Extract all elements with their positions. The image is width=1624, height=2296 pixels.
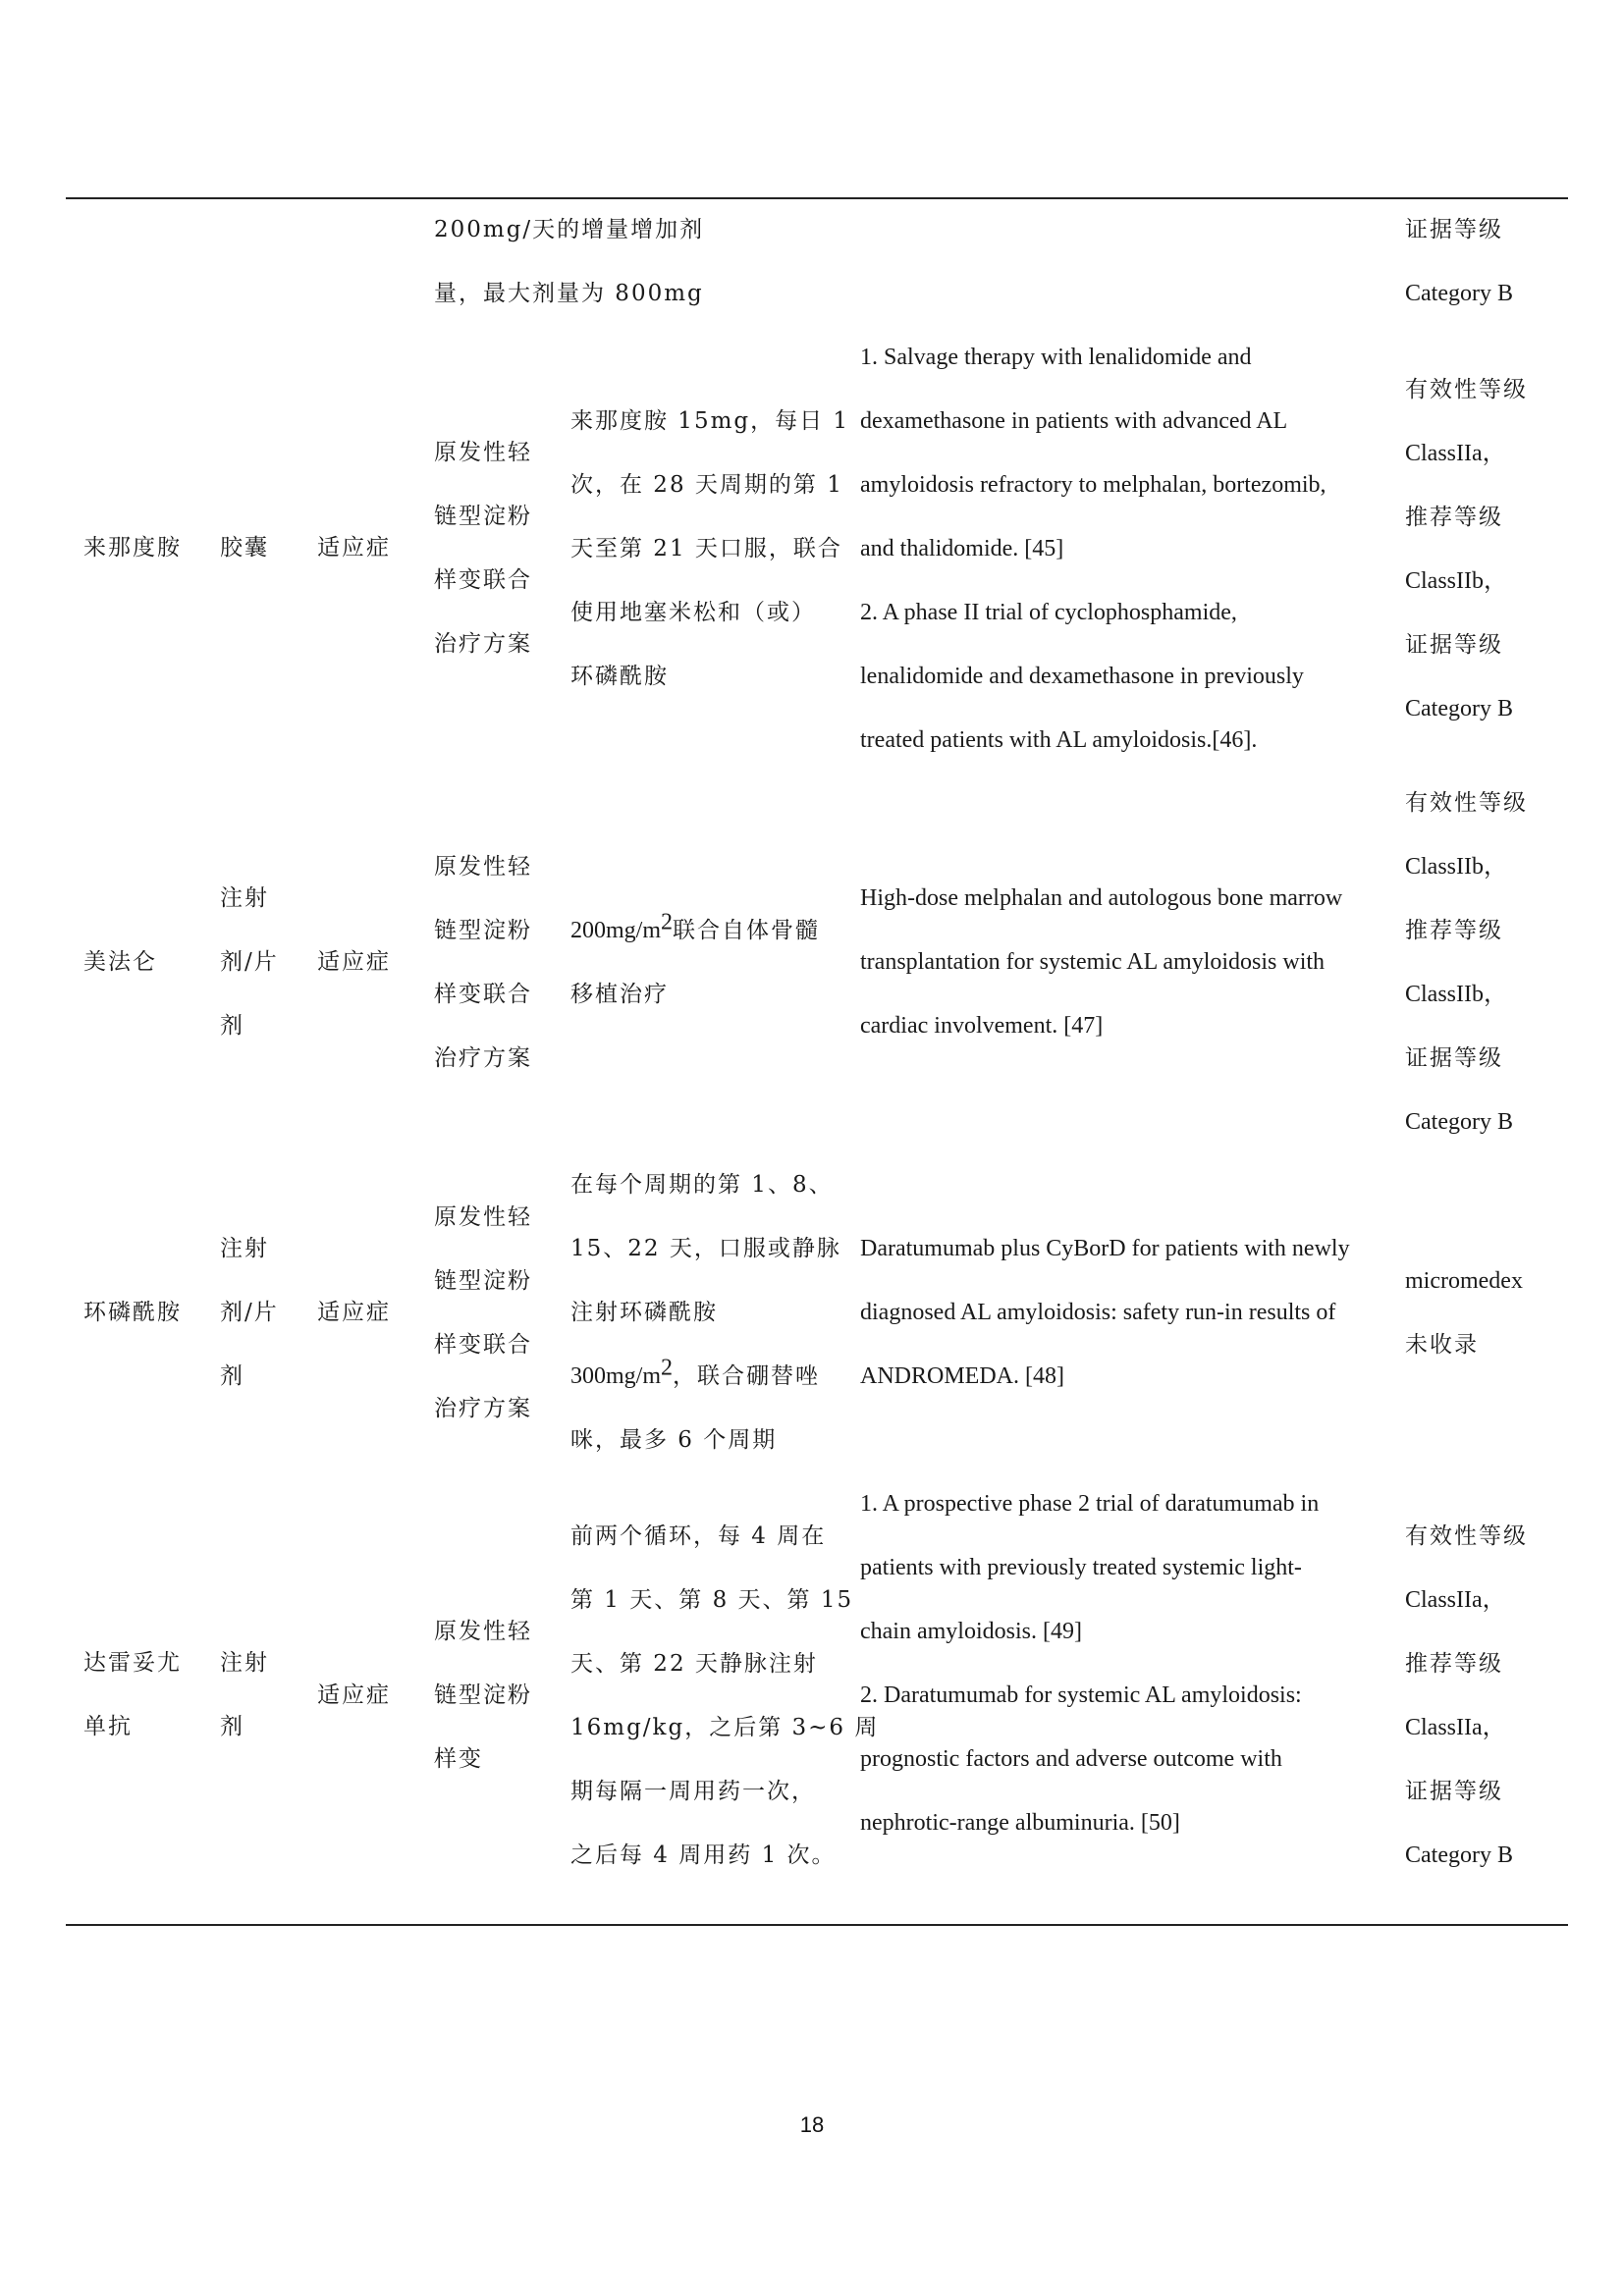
row2-dosage: $200mg/m^2$联合自体骨髓 移植治疗	[570, 909, 821, 1007]
row3-form: 注射 剂/片 剂	[220, 1236, 279, 1389]
row4-evidence: 有效性等级 ClassIIa， 推荐等级 ClassIIa， 证据等级 Category B	[1405, 1523, 1528, 1868]
table-top-rule	[66, 197, 1568, 199]
row2-drug: 美法仑	[83, 949, 157, 975]
row4-type: 适应症	[317, 1682, 391, 1708]
row3-dosage: 在每个周期的第 1、8、 15、22 天，口服或静脉 注射环磷酰胺 $300mg/m^2$，联合硼替唑 咪，最多 6 个周期	[570, 1172, 841, 1453]
continuation-dosage: 200mg/天的增量增加剂 量，最大剂量为 800mg	[434, 217, 705, 306]
row4-form: 注射 剂	[220, 1650, 269, 1739]
row4-dosage: 前两个循环，每 4 周在 第 1 天、第 8 天、第 15 天、第 22 天静脉注射 16mg/kg，之后第 3~6 周 期每隔一周用药一次， 之后每 4 周用药 1 次。	[570, 1523, 880, 1868]
row4-drug: 达雷妥尤 单抗	[83, 1650, 182, 1739]
continuation-evidence: 证据等级 Category B	[1405, 217, 1513, 306]
row3-evidence: micromedex 未收录	[1405, 1268, 1523, 1358]
page-number: 18	[799, 2112, 825, 2137]
row2-form: 注射 剂/片 剂	[220, 885, 279, 1039]
row1-drug: 来那度胺	[83, 535, 182, 561]
row1-evidence: 有效性等级 ClassIIa， 推荐等级 ClassIIb， 证据等级 Category B	[1405, 377, 1528, 721]
row2-evidence: 有效性等级 ClassIIb， 推荐等级 ClassIIb， 证据等级 Category B	[1405, 790, 1528, 1135]
table-bottom-rule	[66, 1924, 1568, 1926]
row2-type: 适应症	[317, 949, 391, 975]
row3-references: Daratumumab plus CyBorD for patients with newly diagnosed AL amyloidosis: safety run-in results of ANDROMEDA. [48]	[860, 1236, 1350, 1389]
row3-drug: 环磷酰胺	[83, 1300, 182, 1325]
row2-indication: 原发性轻 链型淀粉 样变联合 治疗方案	[434, 854, 532, 1071]
row1-type: 适应症	[317, 535, 391, 561]
row4-indication: 原发性轻 链型淀粉 样变	[434, 1619, 532, 1772]
row3-type: 适应症	[317, 1300, 391, 1325]
row4-references: 1. A prospective phase 2 trial of daratumumab in patients with previously treated systemic light- chain amyloidosis. [49] 2. Daratumumab for systemic AL amyloidosis: prognostic factors and adverse outcome with nephrotic-range albuminuria. [50]	[860, 1491, 1320, 1836]
row1-references: 1. Salvage therapy with lenalidomide and dexamethasone in patients with advanced AL amyloidosis refractory to melphalan, bortezomib, and thalidomide. [45] 2. A phase II trial of cyclophosphamide, lenalidomide and dexamethasone in previously treated patients with AL amyloidosis.[46].	[860, 345, 1326, 753]
row3-indication: 原发性轻 链型淀粉 样变联合 治疗方案	[434, 1204, 532, 1421]
row1-dosage: 来那度胺 15mg，每日 1 次，在 28 天周期的第 1 天至第 21 天口服，联合 使用地塞米松和（或） 环磷酰胺	[570, 408, 850, 689]
row1-indication: 原发性轻 链型淀粉 样变联合 治疗方案	[434, 440, 532, 657]
row1-form: 胶囊	[220, 535, 269, 561]
row2-references: High-dose melphalan and autologous bone marrow transplantation for systemic AL amyloidosis with cardiac involvement. [47]	[860, 885, 1343, 1039]
